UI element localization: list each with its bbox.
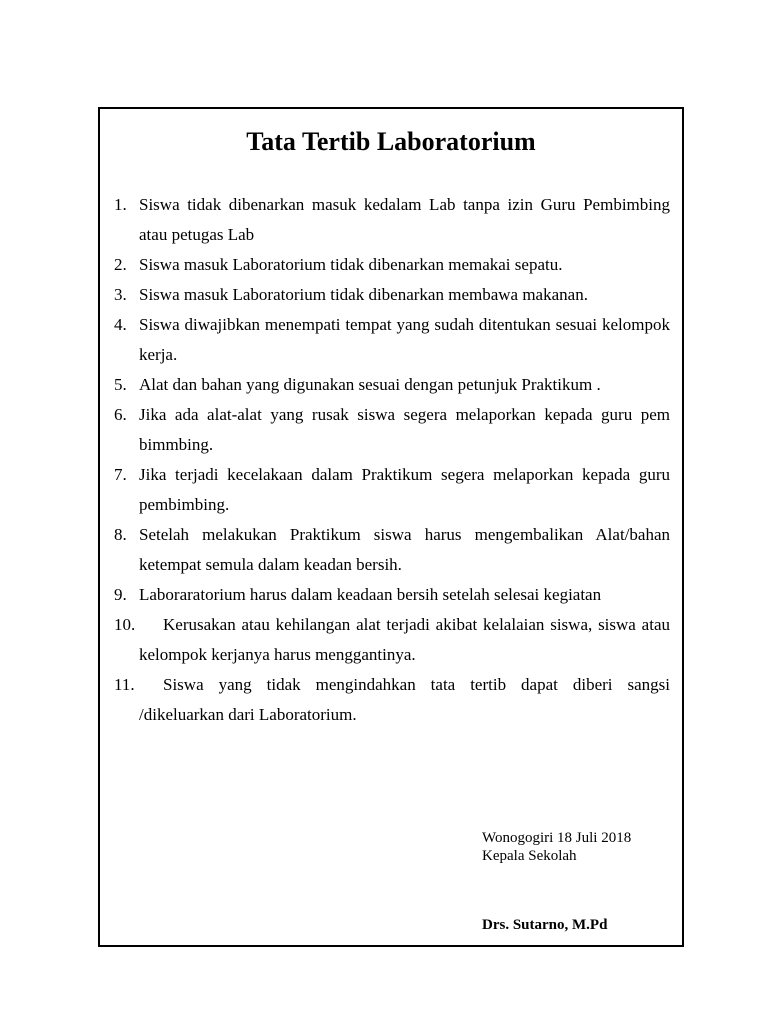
rules-list xyxy=(100,190,682,730)
list-item-number: 6. xyxy=(114,405,127,424)
page-title: Tata Tertib Laboratorium xyxy=(246,127,536,156)
list-item xyxy=(100,190,682,250)
list-item-text: Siswa diwajibkan menempati tempat yang sudah ditentukan sesuai kelompok kerja. xyxy=(139,315,670,364)
list-item-text: Siswa masuk Laboratorium tidak dibenarkan memakai sepatu. xyxy=(139,255,563,274)
list-item xyxy=(100,280,682,310)
list-item xyxy=(100,520,682,580)
signature-name: Drs. Sutarno, M.Pd xyxy=(482,917,608,933)
list-item-number: 8. xyxy=(114,525,127,544)
list-item-text: Siswa yang tidak mengindahkan tata tertib dapat diberi sangsi /dikeluarkan dari Laboratorium. xyxy=(139,675,670,724)
list-item xyxy=(100,610,682,670)
list-item xyxy=(100,670,682,730)
list-item-number: 11. xyxy=(114,675,135,694)
list-item-text: Siswa masuk Laboratorium tidak dibenarkan membawa makanan. xyxy=(139,285,588,304)
list-item-number: 1. xyxy=(114,195,127,214)
list-item-text: Siswa tidak dibenarkan masuk kedalam Lab tanpa izin Guru Pembimbing atau petugas Lab xyxy=(139,195,670,244)
list-item-number: 3. xyxy=(114,285,127,304)
list-item-text: Jika terjadi kecelakaan dalam Praktikum segera melaporkan kepada guru pembimbing. xyxy=(139,465,670,514)
list-item xyxy=(100,460,682,520)
list-item-number: 7. xyxy=(114,465,127,484)
list-item-text: Kerusakan atau kehilangan alat terjadi akibat kelalaian siswa, siswa atau kelompok kerjanya harus menggantinya. xyxy=(139,615,670,664)
list-item-text: Alat dan bahan yang digunakan sesuai dengan petunjuk Praktikum . xyxy=(139,375,601,394)
list-item-number: 9. xyxy=(114,585,127,604)
list-item xyxy=(100,310,682,370)
list-item-number: 10. xyxy=(114,615,136,634)
list-item-text: Jika ada alat-alat yang rusak siswa segera melaporkan kepada guru pem bimmbing. xyxy=(139,405,670,454)
list-item xyxy=(100,250,682,280)
list-item-number: 5. xyxy=(114,375,127,394)
signature-role: Kepala Sekolah xyxy=(482,848,577,864)
list-item-text: Setelah melakukan Praktikum siswa harus mengembalikan Alat/bahan ketempat semula dalam keadan bersih. xyxy=(139,525,670,574)
document-frame xyxy=(98,107,684,947)
signature-place-date: Wonogogiri 18 Juli 2018 xyxy=(482,830,632,846)
list-item-number: 2. xyxy=(114,255,127,274)
list-item xyxy=(100,370,682,400)
list-item xyxy=(100,580,682,610)
list-item-number: 4. xyxy=(114,315,127,334)
list-item-text: Laboraratorium harus dalam keadaan bersih setelah selesai kegiatan xyxy=(139,585,602,604)
list-item xyxy=(100,400,682,460)
